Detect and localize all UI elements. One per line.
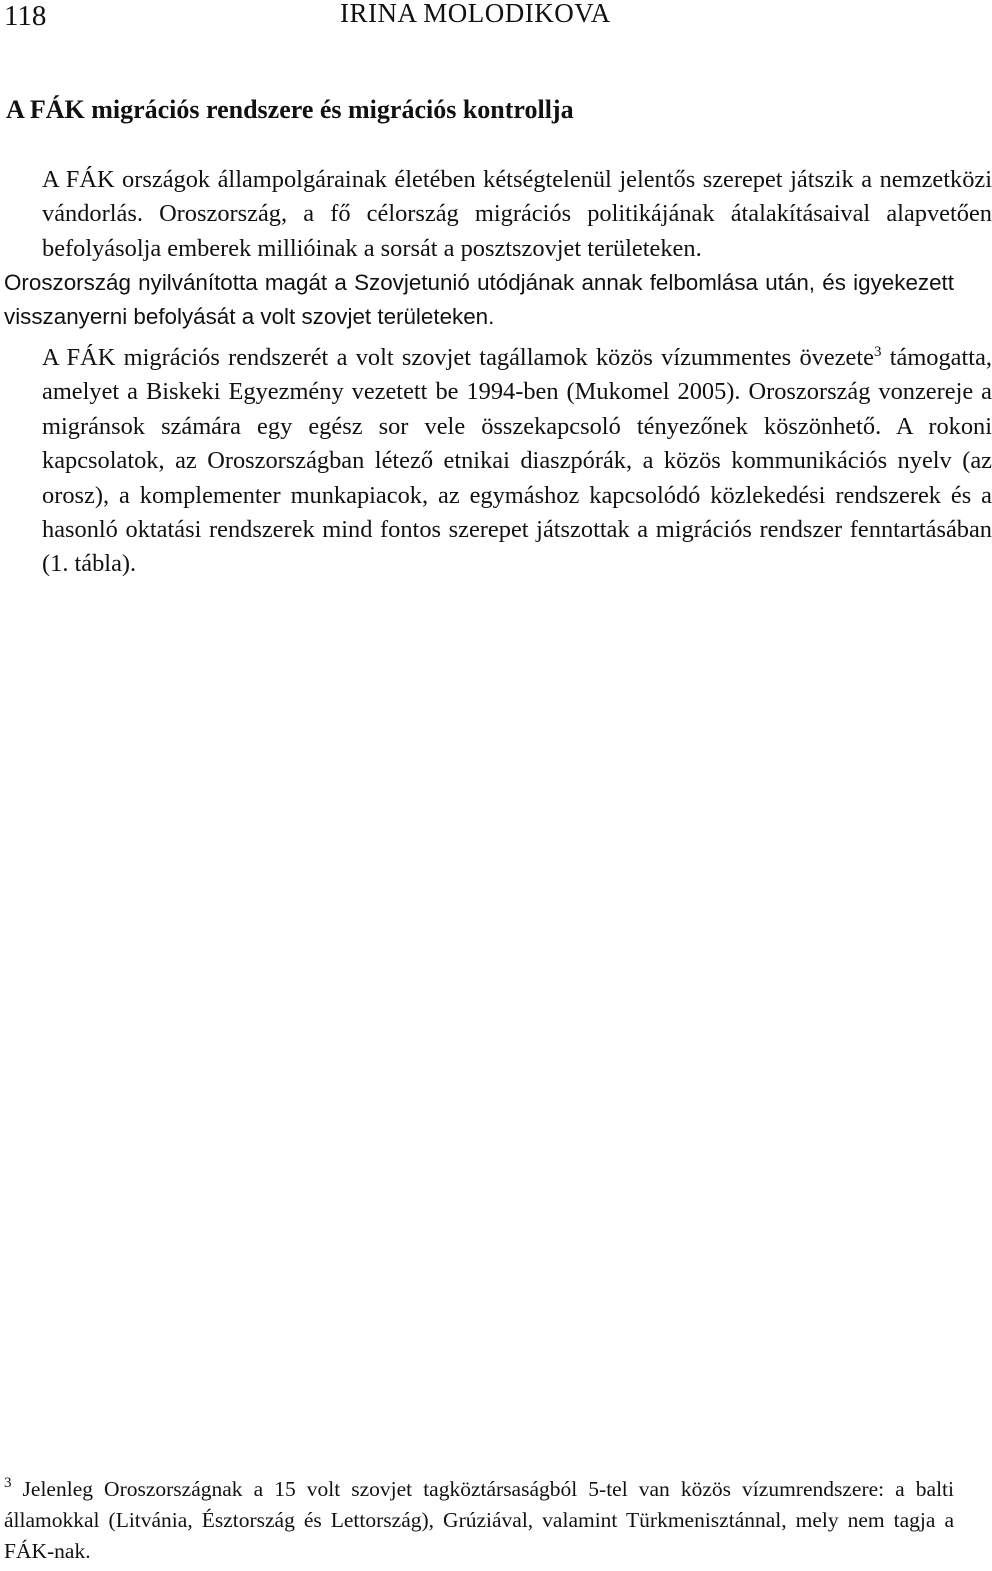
footnote-marker: 3 <box>4 1475 12 1491</box>
paragraph-3-text-a: A FÁK migrációs rendszerét a volt szovjet tagállamok közös vízummentes övezete <box>42 344 874 371</box>
paragraph-1: A FÁK országok állampolgárainak életében kétségtelenül jelentős szerepet játszik a nemzetközi vándorlás. Oroszország, a fő célország migrációs politikájának átalakításaival alapvetően befolyásolja emberek millióinak a sorsát a posztszovjet területeken. <box>42 166 992 262</box>
paragraph-2: Oroszország nyilvánította magát a Szovjetunió utódjának annak felbomlása után, és igyekezett visszanyerni befolyását a volt szovjet területeken. <box>4 270 954 330</box>
paragraph-3 <box>4 341 992 582</box>
paragraph-3-text-b: támogatta, amelyet a Biskeki Egyezmény vezetett be 1994-ben (Mukomel 2005). Oroszország vonzereje a migránsok számára egy egész sor vele összekapcsoló tényezőnek köszönhető. A rokoni kapcsolatok, az Oroszországban létező etnikai diaszpórák, a közös kommunikációs nyelv (az orosz), a komplementer munkapiacok, az egymáshoz kapcsolódó közlekedési rendszerek és a hasonló oktatási rendszerek mind fontos szerepet játszottak a migrációs rendszer fenntartásában (1. tábla). <box>42 344 992 578</box>
running-head: IRINA MOLODIKOVA <box>340 0 611 28</box>
footnote-text: Jelenleg Oroszországnak a 15 volt szovjet tagköztársaságból 5-tel van közös vízumrendszere: a balti államokkal (Litvánia, Észtország és Lettország), Grúziával, valamint Türkmenisztánnal, mely nem tagja a FÁK-nak. <box>4 1477 954 1563</box>
footnote <box>4 1474 954 1567</box>
section-title: A FÁK migrációs rendszere és migrációs kontrollja <box>6 95 574 124</box>
page-number: 118 <box>4 0 47 32</box>
footnote-reference[interactable]: 3 <box>873 344 882 360</box>
